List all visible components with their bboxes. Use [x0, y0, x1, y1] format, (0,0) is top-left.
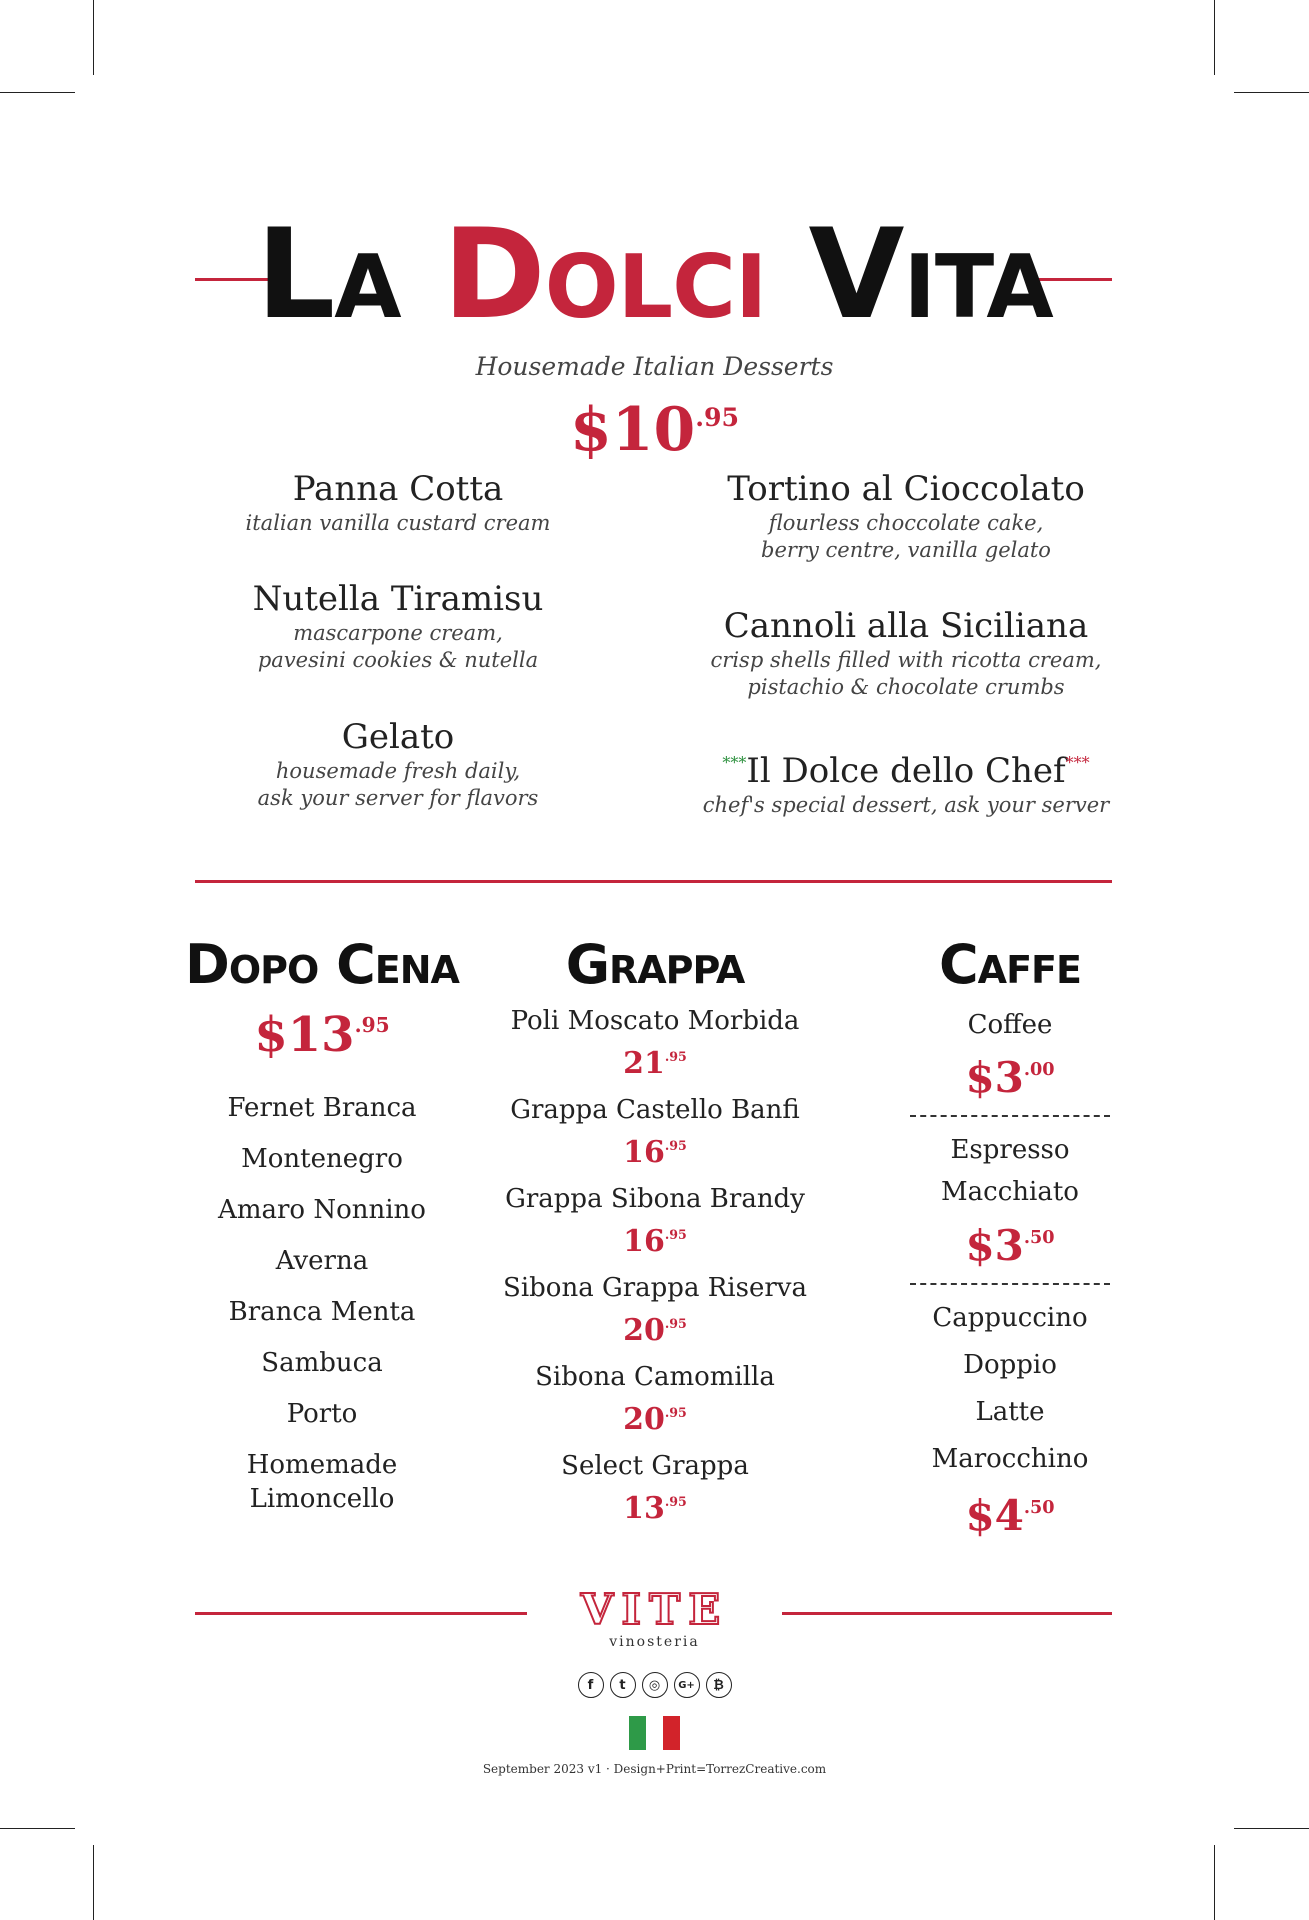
price-cents: .95	[354, 1013, 390, 1037]
liqueur-item: Porto	[286, 1399, 358, 1430]
grappa-price	[480, 1306, 830, 1349]
star-marks: ***	[1065, 753, 1090, 772]
grappa-item	[480, 1003, 830, 1092]
dessert-name: Tortino al Cioccolato	[727, 469, 1085, 509]
dessert-desc: housemade fresh daily,	[275, 759, 521, 783]
dessert-desc: chef's special dessert, ask your server	[702, 793, 1110, 817]
price-cents: .00	[1023, 1059, 1055, 1080]
price-cents: .95	[664, 1405, 687, 1420]
grappa-price	[480, 1217, 830, 1260]
price-whole: $10	[569, 395, 696, 465]
title-word: Vita	[808, 203, 1053, 347]
liqueur-item: Homemade	[246, 1450, 398, 1481]
grappa-price	[480, 1128, 830, 1171]
bitcoin-icon[interactable]: ₿	[706, 1672, 732, 1698]
grappa-column	[480, 935, 830, 1537]
grappa-price	[480, 1039, 830, 1082]
crop-mark	[1214, 0, 1215, 75]
price-whole: $3	[965, 1220, 1024, 1270]
grappa-name: Sibona Grappa Riserva	[503, 1273, 807, 1303]
dessert-desc: pistachio & chocolate crumbs	[747, 675, 1065, 699]
grappa-item	[480, 1359, 830, 1448]
instagram-icon[interactable]: ◎	[642, 1672, 668, 1698]
liqueur-item: Fernet Branca	[227, 1093, 417, 1124]
price-cents: .95	[664, 1049, 687, 1064]
price-whole: $4	[965, 1490, 1024, 1540]
grappa-item	[480, 1092, 830, 1181]
menu-subtitle: Housemade Italian Desserts	[475, 352, 834, 381]
flag-stripe	[646, 1716, 663, 1750]
coffee-item: Latte	[975, 1396, 1045, 1427]
coffee-item: Marocchino	[931, 1443, 1089, 1474]
price-whole: 16	[623, 1134, 665, 1170]
grappa-name: Select Grappa	[561, 1451, 749, 1481]
grappa-price	[480, 1395, 830, 1438]
twitter-icon[interactable]: t	[610, 1672, 636, 1698]
price-whole: 20	[623, 1401, 665, 1437]
dessert-name-text: Il Dolce dello Chef	[746, 751, 1066, 791]
crop-mark	[93, 1845, 94, 1920]
coffee-item: Cappuccino	[932, 1302, 1088, 1333]
dessert-name	[696, 742, 1116, 792]
section-divider	[195, 880, 1112, 883]
star-marks: ***	[722, 753, 747, 772]
grappa-name: Grappa Castello Banfi	[510, 1095, 800, 1125]
crop-mark	[0, 92, 75, 93]
menu-title-row	[0, 203, 1309, 347]
google-plus-icon[interactable]: G+	[674, 1672, 700, 1698]
dessert-desc: flourless choccolate cake,	[768, 511, 1044, 535]
price-whole: 20	[623, 1312, 665, 1348]
liqueur-item: Amaro Nonnino	[218, 1195, 426, 1226]
dessert-item	[696, 605, 1116, 701]
dashed-separator	[910, 1283, 1110, 1285]
menu-title	[0, 203, 1309, 347]
price-cents: .50	[1023, 1496, 1055, 1518]
crop-mark	[93, 0, 94, 75]
dashed-separator	[910, 1115, 1110, 1117]
coffee-item: Espresso	[950, 1134, 1070, 1165]
crop-mark	[1234, 1828, 1309, 1829]
dessert-name: Gelato	[341, 717, 455, 757]
price-cents: .95	[664, 1494, 687, 1509]
grappa-item	[480, 1181, 830, 1270]
price-cents: .95	[664, 1138, 687, 1153]
liqueur-item: Averna	[275, 1246, 369, 1277]
vite-logo	[0, 1585, 1309, 1650]
flag-stripe	[663, 1716, 680, 1750]
dessert-item	[188, 716, 608, 812]
dessert-item	[696, 468, 1116, 564]
dessert-desc: pavesini cookies & nutella	[257, 648, 539, 672]
price-cents: .95	[695, 402, 740, 433]
coffee-item: Doppio	[963, 1349, 1057, 1380]
price-whole: 21	[623, 1045, 665, 1081]
liqueur-item: Montenegro	[241, 1144, 403, 1175]
price-whole: 16	[623, 1223, 665, 1259]
print-credit: September 2023 v1 · Design+Print=TorrezCreative.com	[482, 1762, 827, 1776]
logo-subtitle: vinosteria	[609, 1634, 700, 1650]
grappa-item	[480, 1448, 830, 1537]
dessert-desc: ask your server for flavors	[257, 786, 539, 810]
liqueur-item: Limoncello	[249, 1484, 395, 1515]
coffee-price	[890, 1483, 1130, 1541]
grappa-item	[480, 1270, 830, 1359]
grappa-name: Sibona Camomilla	[535, 1362, 775, 1392]
facebook-icon[interactable]: f	[578, 1672, 604, 1698]
grappa-name: Poli Moscato Morbida	[510, 1006, 800, 1036]
crop-mark	[0, 1828, 75, 1829]
price-whole: $13	[254, 1007, 355, 1064]
dessert-item	[696, 742, 1116, 819]
price-whole: 13	[623, 1490, 665, 1526]
price-cents: .95	[664, 1227, 687, 1242]
column-heading: Dopo Cena	[185, 933, 459, 996]
column-price	[182, 997, 462, 1063]
column-heading: Caffe	[939, 933, 1081, 996]
coffee-price	[890, 1213, 1130, 1271]
price-cents: .50	[1023, 1226, 1055, 1248]
dessert-name: Nutella Tiramisu	[252, 579, 544, 619]
liqueur-item: Branca Menta	[228, 1297, 416, 1328]
social-icons	[0, 1672, 1309, 1698]
dessert-item	[188, 468, 608, 537]
title-word: Dolci	[442, 203, 767, 347]
coffee-item: Coffee	[967, 1010, 1053, 1040]
dessert-name: Panna Cotta	[292, 469, 504, 509]
column-heading: Grappa	[565, 933, 745, 996]
price-whole: $3	[965, 1052, 1024, 1102]
dessert-desc: italian vanilla custard cream	[245, 511, 551, 535]
coffee-price	[890, 1045, 1130, 1103]
title-word: La	[256, 203, 401, 347]
italian-flag-icon	[629, 1716, 680, 1750]
dessert-desc: mascarpone cream,	[293, 621, 503, 645]
price-cents: .95	[664, 1316, 687, 1331]
crop-mark	[1234, 92, 1309, 93]
dessert-desc: crisp shells filled with ricotta cream,	[710, 648, 1102, 672]
dopo-cena-column	[182, 935, 462, 1516]
grappa-name: Grappa Sibona Brandy	[505, 1184, 805, 1214]
dessert-desc: berry centre, vanilla gelato	[761, 538, 1051, 562]
dessert-price	[0, 395, 1309, 465]
grappa-price	[480, 1484, 830, 1527]
dessert-item	[188, 578, 608, 674]
liqueur-item: Sambuca	[261, 1348, 383, 1379]
crop-mark	[1214, 1845, 1215, 1920]
logo-wordmark: VITE	[580, 1585, 729, 1634]
caffe-column	[890, 935, 1130, 1540]
flag-stripe	[629, 1716, 646, 1750]
coffee-item: Macchiato	[941, 1176, 1079, 1207]
dessert-name: Cannoli alla Siciliana	[723, 606, 1089, 646]
